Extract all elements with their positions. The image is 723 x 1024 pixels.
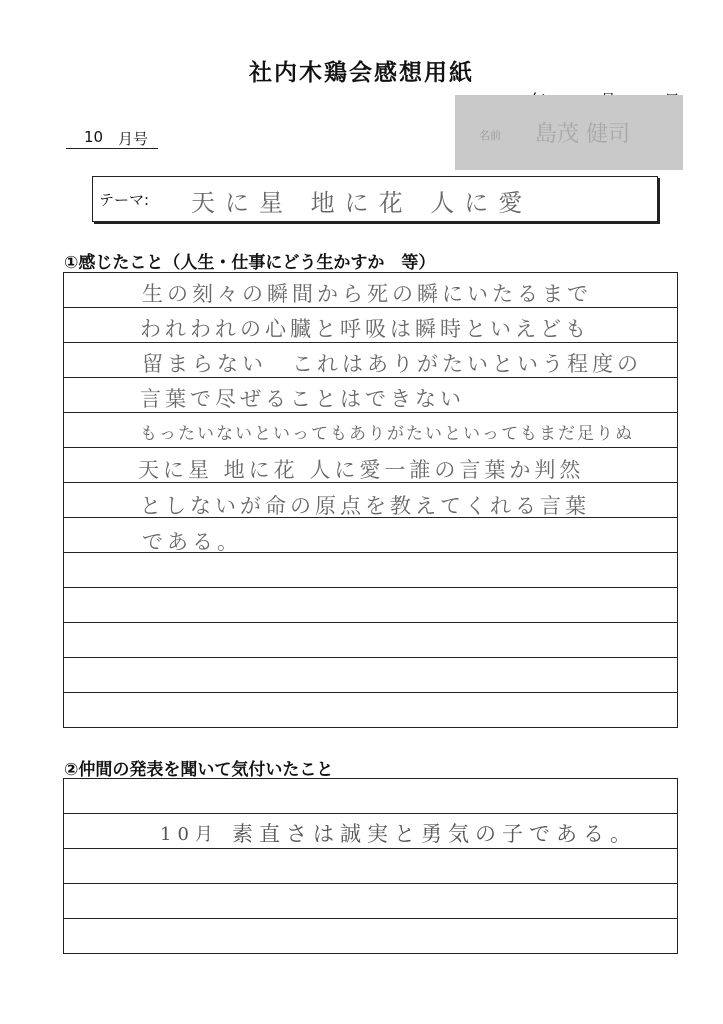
ruled-line [63, 849, 678, 884]
handwritten-line: 留まらない これはありがたいという程度の [142, 352, 642, 376]
ruled-line [63, 779, 678, 814]
section2-heading: ②仲間の発表を聞いて気付いたこと [64, 760, 334, 780]
handwritten-line: 言葉で尽ぜることはできない [140, 387, 465, 411]
name-field-redacted [455, 95, 683, 170]
handwritten-line: としないが命の原点を教えてくれる言葉 [140, 494, 590, 518]
handwritten-line: である。 [142, 530, 242, 554]
name-label: 名前 [479, 129, 501, 142]
ruled-line [63, 658, 678, 693]
form-title: 社内木鶏会感想用紙 [249, 60, 474, 86]
ruled-line [63, 884, 678, 919]
section2-lines [63, 778, 678, 779]
handwritten-line: もったいないといってもありがたいといってもまだ足りぬ [140, 424, 634, 444]
ruled-line [63, 693, 678, 728]
handwritten-month: 10月 [160, 824, 219, 845]
issue-field [66, 126, 158, 149]
handwritten-line: 素直さは誠実と勇気の子である。 [232, 822, 637, 846]
issue-unit: 月号 [118, 130, 149, 148]
ruled-line [63, 623, 678, 658]
theme-label: テーマ: [99, 191, 150, 209]
ruled-line [63, 919, 678, 954]
ruled-line [63, 588, 678, 623]
handwritten-line: 天に星 地に花 人に愛一誰の言葉か判然 [138, 458, 585, 482]
issue-number: 10 [84, 128, 104, 146]
theme-box [92, 176, 658, 222]
section1-lines [63, 272, 678, 273]
theme-value: 天に星 地に花 人に愛 [191, 189, 533, 217]
ruled-line [63, 553, 678, 588]
section1-heading: ①感じたこと（人生・仕事にどう生かすか 等） [64, 253, 436, 273]
handwritten-line: 生の刻々の瞬間から死の瞬にいたるまで [142, 282, 592, 306]
name-value: 島茂 健司 [535, 122, 630, 147]
handwritten-line: われわれの心臓と呼吸は瞬時といえども [140, 317, 590, 341]
